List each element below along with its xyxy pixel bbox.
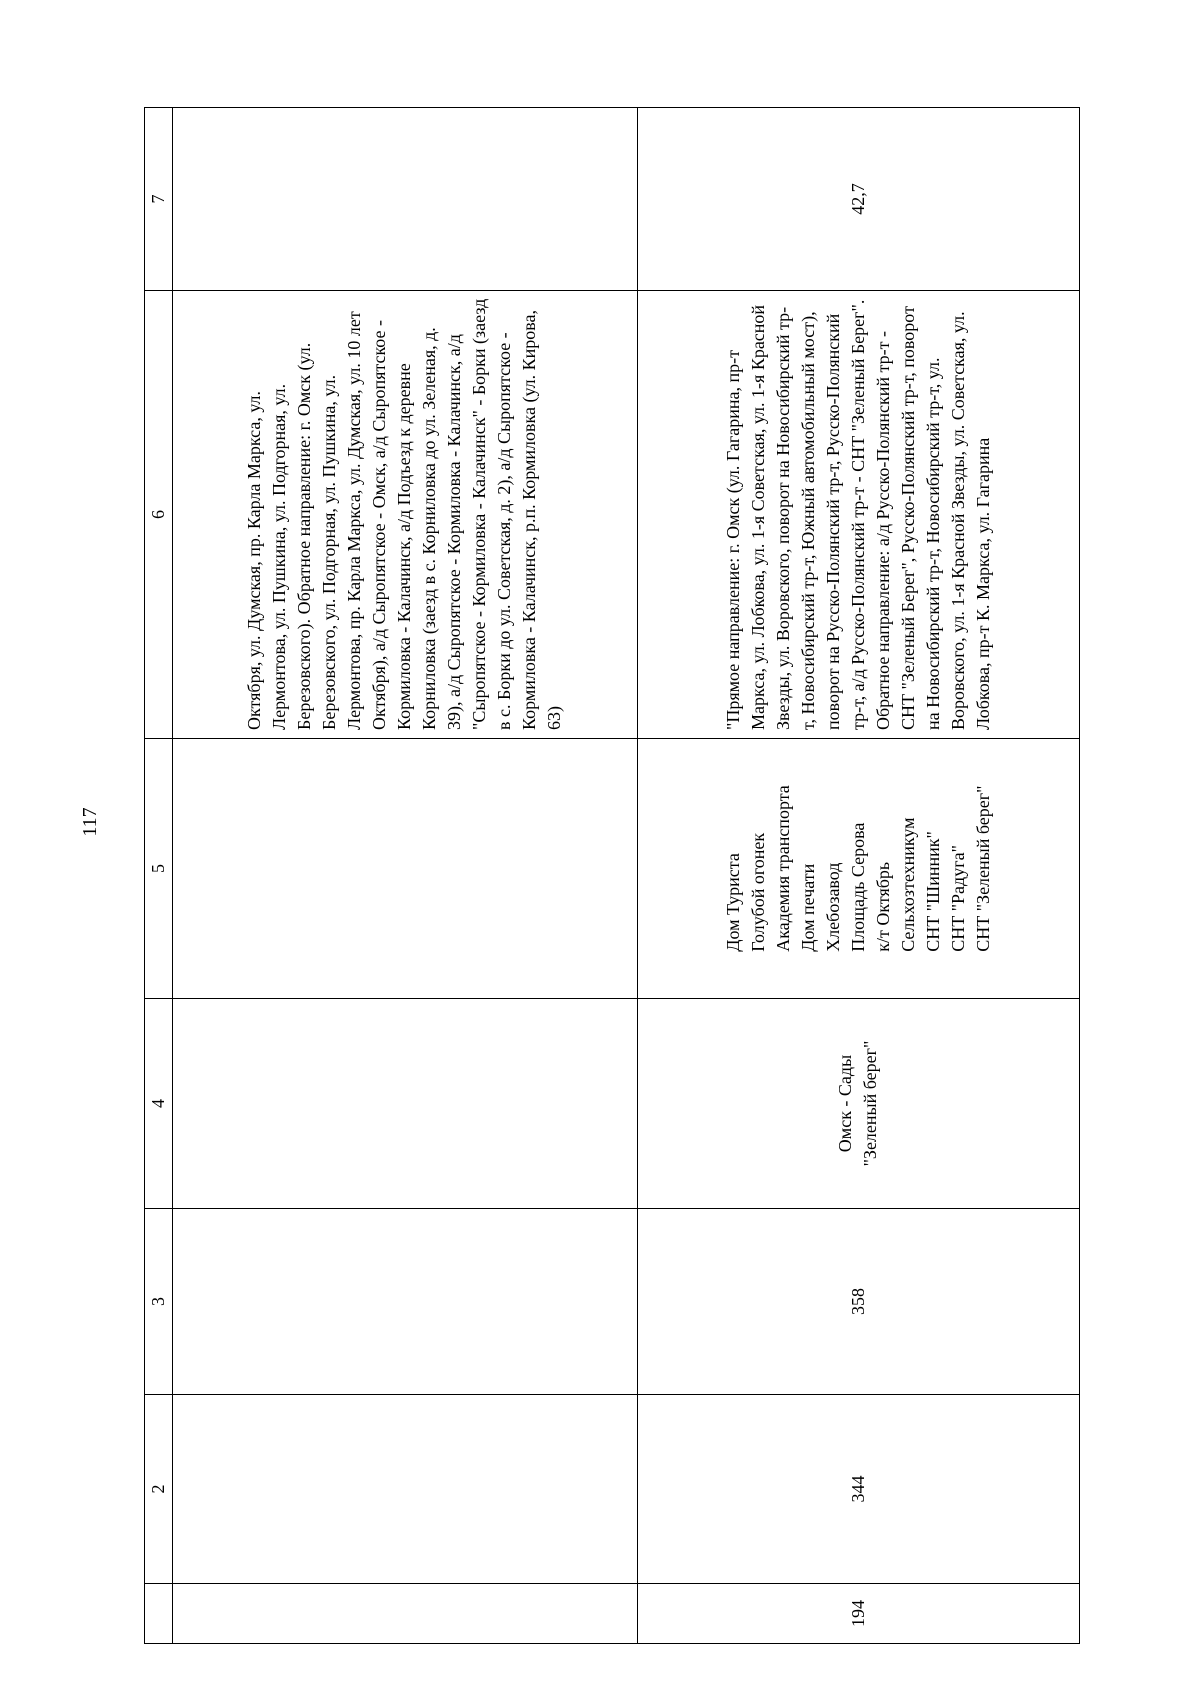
route-number: 194 — [637, 1584, 1079, 1644]
stops-list-cell — [637, 739, 1079, 999]
header-cell-6: 6 — [145, 291, 173, 739]
stop-item: СНТ "Радуга" — [947, 845, 968, 952]
cont-cell-4 — [172, 999, 637, 1209]
header-row — [145, 108, 173, 1644]
stop-item: к/т Октябрь — [872, 861, 893, 952]
stop-item: Площадь Серова — [847, 822, 868, 952]
cont-route-text: Октября, ул. Думская, пр. Карла Маркса, ул. Лермонтова, ул. Пушкина, ул. Подгорная, ул. Березовского). Обратное направление: г. Омск (ул. Березовского, ул. Подгорная, ул. Пушкина, ул. Лермонтова, пр. Карла Маркса, ул. Думская, ул. 10 лет Октября), а/д Сыропятское - Омск, а/д Сыропятское - Кормиловка - Калачинск, а/д Подъезд к деревне Корниловка (заезд в с. Корниловка до ул. Зеленая, д. 39), а/д Сыропятское - Кормиловка - Калачинск, а/д "Сыропятское - Кормиловка - Калачинск" - Борки (заезд в с. Борки до ул. Советская, д. 2), а/д Сыропятское - Кормиловка - Калачинск, р.п. Кормиловка (ул. Кирова, 63) — [244, 298, 565, 730]
table-row-continuation — [172, 108, 637, 1644]
route-length: 42,7 — [637, 108, 1079, 291]
stop-item: СНТ "Зеленый берег" — [972, 785, 993, 952]
cont-cell-5 — [172, 739, 637, 999]
stop-item: Сельхозтехникум — [897, 817, 918, 952]
page-number: 117 — [79, 807, 101, 837]
route-code: 358 — [637, 1209, 1079, 1395]
route-table — [144, 107, 1080, 1644]
route-text: "Прямое направление: г. Омск (ул. Гагарина, пр-т Маркса, ул. Лобкова, ул. 1-я Советская, ул. 1-я Красной Звезды, ул. Воровского, поворот на Новосибирский тр-т, Новосибирский тр-т, Южный автомобильный мост), поворот на Русско-Полянский тр-т, Русско-Полянский тр-т, а/д Русско-Полянский тр-т - СНТ "Зеленый Берег". Обратное направление: а/д Русско-Полянский тр-т - СНТ "Зеленый Берег", Русско-Полянский тр-т, поворот на Новосибирский тр-т, Новосибирский тр-т, ул. Воровского, ул. 1-я Красной Звезды, ул. Советская, ул. Лобкова, пр-т К. Маркса, ул. Гагарина — [722, 299, 993, 730]
stop-item: Дом печати — [797, 863, 818, 952]
header-cell-3: 3 — [145, 1209, 173, 1395]
header-cell-7: 7 — [145, 108, 173, 291]
stop-item: Хлебозавод — [822, 862, 843, 952]
table-row-194 — [637, 108, 1079, 1644]
route-name-text: Омск - Сады "Зеленый берег" — [835, 1040, 881, 1167]
header-cell-1 — [145, 1584, 173, 1644]
cont-cell-7 — [172, 108, 637, 291]
stop-item: Академия транспорта — [772, 785, 793, 952]
header-cell-4: 4 — [145, 999, 173, 1209]
cont-cell-3 — [172, 1209, 637, 1395]
stop-item: СНТ "Шинник" — [922, 831, 943, 952]
cont-cell-1 — [172, 1584, 637, 1644]
stop-item: Голубой огонек — [747, 832, 768, 952]
stops-list — [721, 785, 996, 952]
stop-item: Дом Туриста — [722, 853, 743, 952]
rotated-table-container — [144, 108, 1080, 1644]
route-description — [637, 291, 1079, 739]
registry-number: 344 — [637, 1395, 1079, 1584]
header-cell-2: 2 — [145, 1395, 173, 1584]
header-cell-5: 5 — [145, 739, 173, 999]
cont-route-description — [172, 291, 637, 739]
route-name — [637, 999, 1079, 1209]
cont-cell-2 — [172, 1395, 637, 1584]
